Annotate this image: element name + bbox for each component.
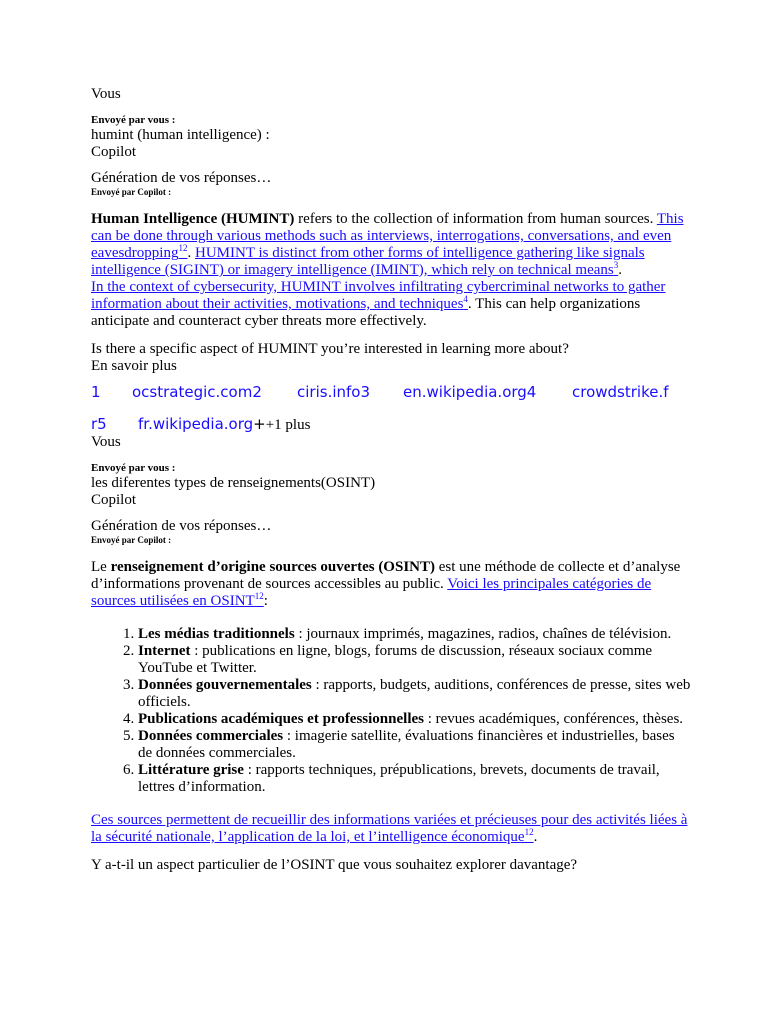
closing-paragraph: Ces sources permettent de recueillir des informations variées et précieuses pour des activités liées à la sécurité nationale, l’application de la loi, et l’intelligence économique$^{12}$. — [91, 812, 688, 845]
more-sources-link[interactable]: +1 plus — [265, 417, 311, 433]
sent-by-you: Envoyé par vous : — [91, 462, 176, 474]
source-link[interactable]: ocstrategic.com2 — [132, 383, 262, 401]
source-link[interactable]: r5 — [91, 415, 107, 433]
author-copilot: Copilot — [91, 492, 137, 508]
source-link[interactable]: crowdstrike.f — [572, 383, 669, 401]
sources-row-2: r5 fr.wikipedia.org++1 plus — [91, 415, 311, 433]
list-item: 5. Données commerciales : imagerie satellite, évaluations financières et industrielles, bases de données commerciales. — [138, 728, 691, 762]
source-link[interactable]: fr.wikipedia.org — [138, 415, 254, 433]
source-link[interactable]: ciris.info3 — [297, 383, 371, 401]
generating-status: Génération de vos réponses… — [91, 170, 272, 186]
author-copilot: Copilot — [91, 144, 137, 160]
user-message: humint (human intelligence) : — [91, 127, 270, 143]
source-link[interactable]: 1 — [91, 383, 101, 401]
learn-more-label: En savoir plus — [91, 358, 177, 374]
citation-link-distinct[interactable]: HUMINT is distinct from other forms of intelligence gathering like signals intelligence (SIGINT) or imagery intelligence (IMINT), which rely on technical means$^3$ — [91, 245, 645, 278]
sent-by-copilot: Envoyé par Copilot : — [91, 535, 172, 545]
author-you: Vous — [91, 434, 121, 450]
osint-term: renseignement d’origine sources ouvertes (OSINT) — [110, 559, 435, 575]
generating-status: Génération de vos réponses… — [91, 518, 272, 534]
source-link[interactable]: en.wikipedia.org4 — [403, 383, 537, 401]
list-item: 4. Publications académiques et professionnelles : revues académiques, conférences, thèses. — [138, 711, 691, 728]
citation-link-cyber[interactable]: In the context of cybersecurity, HUMINT involves infiltrating cybercriminal networks to gather information about their activities, motivations, and techniques$^4$ — [91, 279, 666, 312]
list-item: 1. Les médias traditionnels : journaux imprimés, magazines, radios, chaînes de télévision. — [138, 626, 691, 643]
author-you: Vous — [91, 86, 121, 102]
osint-source-list — [91, 626, 691, 796]
humint-term: Human Intelligence (HUMINT) — [91, 211, 295, 227]
list-item: 6. Littérature grise : rapports techniques, prépublications, brevets, documents de travail, lettres d’information. — [138, 762, 691, 796]
citation-link-categories[interactable]: Voici les principales catégories de sources utilisées en OSINT$^{12}$ — [91, 576, 652, 609]
citation-link-methods[interactable]: This can be done through various methods such as interviews, interrogations, conversations, and even eavesdropping$^{12}$ — [91, 211, 684, 261]
humint-answer: Human Intelligence (HUMINT) refers to the collection of information from human sources. This can be done through various methods such as interviews, interrogations, conversations, and even eavesdropping$^{12}$. HUMINT is distinct from other forms of intelligence gathering like signals intelligence (SIGINT) or imagery intelligence (IMINT), which rely on technical means$^3$. In the context of cybersecurity, HUMINT involves infiltrating cybercriminal networks to gather information about their activities, motivations, and techniques$^4$. This can help organizations anticipate and counteract cyber threats more effectively. — [91, 211, 684, 329]
sources-row — [91, 383, 691, 409]
sent-by-copilot: Envoyé par Copilot : — [91, 187, 172, 197]
list-item: 3. Données gouvernementales : rapports, budgets, auditions, conférences de presse, sites web officiels. — [138, 677, 691, 711]
osint-intro: Le renseignement d’origine sources ouvertes (OSINT) est une méthode de collecte et d’analyse d’informations provenant de sources accessibles au public. Voici les principales catégories de sources utilisées en OSINT$^{12}$: — [91, 559, 681, 609]
citation-link-closing[interactable]: Ces sources permettent de recueillir des informations variées et précieuses pour des activités liées à la sécurité nationale, l’application de la loi, et l’intelligence économique$^{12}$ — [91, 812, 688, 845]
list-item: 2. Internet : publications en ligne, blogs, forums de discussion, réseaux sociaux comme YouTube et Twitter. — [138, 643, 691, 677]
document-page — [91, 86, 691, 874]
sent-by-you: Envoyé par vous : — [91, 114, 176, 126]
follow-up-question: Y a-t-il un aspect particulier de l’OSINT que vous souhaitez explorer davantage? — [91, 857, 578, 873]
user-message: les diferentes types de renseignements(OSINT) — [91, 475, 376, 491]
follow-up-question: Is there a specific aspect of HUMINT you’re interested in learning more about? — [91, 341, 569, 357]
